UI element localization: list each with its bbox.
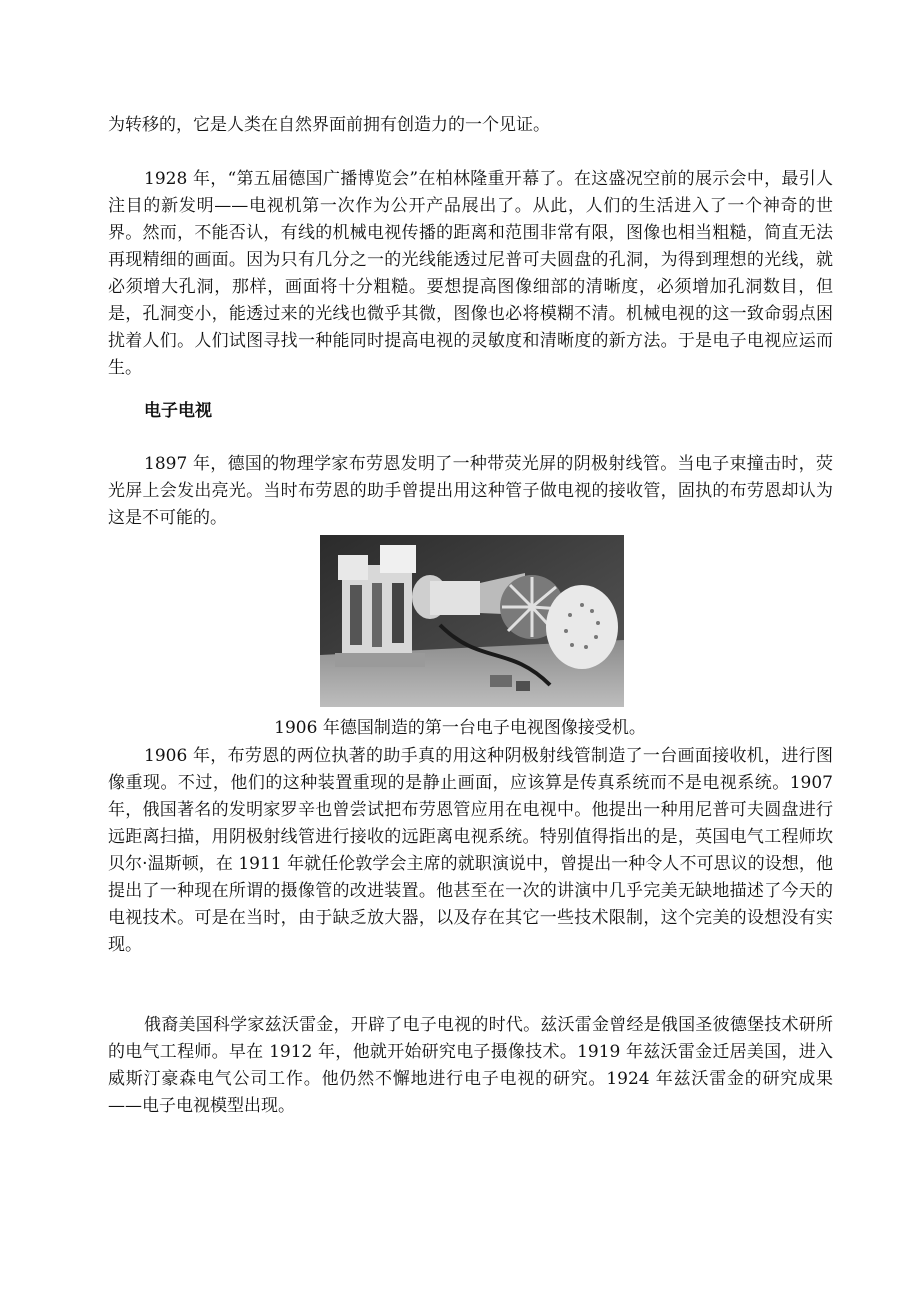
paragraph-1928-exhibition: 1928 年，“第五届德国广播博览会”在柏林隆重开幕了。在这盛况空前的展示会中，最引人注目的新发明——电视机第一次作为公开产品展出了。从此，人们的生活进入了一个神奇的世界。然而，不能否认，有线的机械电视传播的距离和范围非常有限，图像也相当粗糙，简直无法再现精细的画面。因为只有几分之一的光线能透过尼普可夫圆盘的孔洞，为得到理想的光线，就必须增大孔洞，那样，画面将十分粗糙。要想提高图像细部的清晰度，必须增加孔洞数目，但是，孔洞变小，能透过来的光线也微乎其微，图像也必将模糊不清。机械电视的这一致命弱点困扰着人们。人们试图寻找一种能同时提高电视的灵敏度和清晰度的新方法。于是电子电视应运而生。 [108, 169, 833, 378]
paragraph-1897-braun: 1897 年，德国的物理学家布劳恩发明了一种带荧光屏的阴极射线管。当电子束撞击时，荧光屏上会发出亮光。当时布劳恩的助手曾提出用这种管子做电视的接收管，固执的布劳恩却认为这是不可能的。 [108, 454, 833, 528]
paragraph-zworykin: 俄裔美国科学家兹沃雷金，开辟了电子电视的时代。兹沃雷金曾经是俄国圣彼德堡技术研所的电气工程师。早在 1912 年，他就开始研究电子摄像技术。1919 年兹沃雷金迁居美国，进入威斯汀豪森电气公司工作。他仍然不懈地进行电子电视的研究。1924 年兹沃雷金的研究成果——电子电视模型出现。 [108, 1015, 833, 1116]
paragraph-1906-receiver: 1906 年，布劳恩的两位执著的助手真的用这种阴极射线管制造了一台画面接收机，进行图像重现。不过，他们的这种装置重现的是静止画面，应该算是传真系统而不是电视系统。1907 年，俄国著名的发明家罗辛也曾尝试把布劳恩管应用在电视中。他提出一种用尼普可夫圆盘进行远距离扫描，用阴极射线管进行接收的远距离电视系统。特别值得指出的是，英国电气工程师坎贝尔·温斯顿，在 1911 年就任伦敦学会主席的就职演说中，曾提出一种令人不可思议的设想，他提出了一种现在所谓的摄像管的改进装置。他甚至在一次的讲演中几乎完美无缺地描述了今天的电视技术。可是在当时，由于缺乏放大器，以及存在其它一些技术限制，这个完美的设想没有实现。 [108, 746, 833, 955]
paragraph-continuation: 为转移的，它是人类在自然界面前拥有创造力的一个见证。 [108, 115, 550, 135]
receiver-photo-illustration [320, 535, 624, 707]
figure-caption: 1906 年德国制造的第一台电子电视图像接受机。 [274, 718, 646, 738]
figure-early-tv-receiver [320, 535, 624, 707]
section-heading: 电子电视 [144, 401, 212, 421]
